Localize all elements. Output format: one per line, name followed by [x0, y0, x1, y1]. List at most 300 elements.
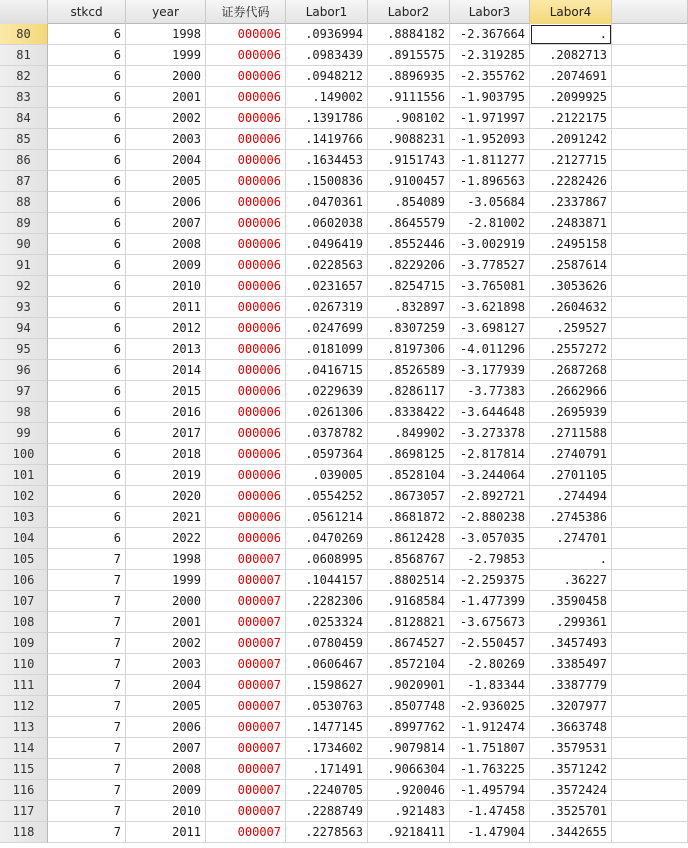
row-number[interactable]: 82 [0, 66, 48, 87]
row-number[interactable]: 95 [0, 339, 48, 360]
empty-cell[interactable] [612, 213, 688, 234]
stkcd-cell[interactable]: 6 [48, 234, 126, 255]
stkcd-cell[interactable]: 6 [48, 318, 126, 339]
security-code-cell[interactable]: 000007 [206, 633, 286, 654]
empty-cell[interactable] [612, 696, 688, 717]
labor1-cell[interactable]: .0181099 [286, 339, 368, 360]
security-code-cell[interactable]: 000006 [206, 108, 286, 129]
year-cell[interactable]: 2013 [126, 339, 206, 360]
security-code-cell[interactable]: 000007 [206, 675, 286, 696]
security-code-cell[interactable]: 000007 [206, 717, 286, 738]
security-code-cell[interactable]: 000006 [206, 507, 286, 528]
labor3-cell[interactable]: -2.79853 [450, 549, 530, 570]
year-cell[interactable]: 2001 [126, 612, 206, 633]
stkcd-cell[interactable]: 7 [48, 696, 126, 717]
labor2-cell[interactable]: .8229206 [368, 255, 450, 276]
empty-cell[interactable] [612, 129, 688, 150]
labor1-cell[interactable]: .0561214 [286, 507, 368, 528]
column-header-labor1[interactable]: Labor1 [286, 0, 368, 24]
year-cell[interactable]: 2011 [126, 297, 206, 318]
labor4-cell[interactable]: .2127715 [530, 150, 612, 171]
row-number[interactable]: 104 [0, 528, 48, 549]
labor3-cell[interactable]: -1.903795 [450, 87, 530, 108]
row-number[interactable]: 88 [0, 192, 48, 213]
empty-cell[interactable] [612, 150, 688, 171]
labor1-cell[interactable]: .0554252 [286, 486, 368, 507]
row-number[interactable]: 108 [0, 612, 48, 633]
empty-cell[interactable] [612, 402, 688, 423]
empty-cell[interactable] [612, 759, 688, 780]
labor3-cell[interactable]: -1.47904 [450, 822, 530, 843]
labor4-cell[interactable]: .259527 [530, 318, 612, 339]
labor3-cell[interactable]: -3.057035 [450, 528, 530, 549]
labor4-cell[interactable]: .274701 [530, 528, 612, 549]
labor1-cell[interactable]: .0267319 [286, 297, 368, 318]
labor4-cell[interactable]: .2282426 [530, 171, 612, 192]
empty-cell[interactable] [612, 822, 688, 843]
labor2-cell[interactable]: .9111556 [368, 87, 450, 108]
row-number[interactable]: 83 [0, 87, 48, 108]
labor4-cell[interactable]: .3457493 [530, 633, 612, 654]
row-number[interactable]: 117 [0, 801, 48, 822]
labor4-cell[interactable]: .36227 [530, 570, 612, 591]
labor1-cell[interactable]: .0597364 [286, 444, 368, 465]
security-code-cell[interactable]: 000007 [206, 780, 286, 801]
labor4-cell[interactable]: .3387779 [530, 675, 612, 696]
stkcd-cell[interactable]: 7 [48, 717, 126, 738]
labor1-cell[interactable]: .0608995 [286, 549, 368, 570]
year-cell[interactable]: 2020 [126, 486, 206, 507]
stkcd-cell[interactable]: 6 [48, 276, 126, 297]
labor2-cell[interactable]: .8896935 [368, 66, 450, 87]
year-cell[interactable]: 2008 [126, 759, 206, 780]
empty-cell[interactable] [612, 108, 688, 129]
labor1-cell[interactable]: .2282306 [286, 591, 368, 612]
empty-cell[interactable] [612, 234, 688, 255]
security-code-cell[interactable]: 000007 [206, 801, 286, 822]
security-code-cell[interactable]: 000006 [206, 360, 286, 381]
security-code-cell[interactable]: 000006 [206, 87, 286, 108]
stkcd-cell[interactable]: 6 [48, 339, 126, 360]
labor1-cell[interactable]: .1734602 [286, 738, 368, 759]
labor4-cell[interactable]: .3663748 [530, 717, 612, 738]
stkcd-cell[interactable]: 7 [48, 570, 126, 591]
stkcd-cell[interactable]: 7 [48, 675, 126, 696]
year-cell[interactable]: 1998 [126, 24, 206, 45]
security-code-cell[interactable]: 000006 [206, 423, 286, 444]
labor2-cell[interactable]: .9079814 [368, 738, 450, 759]
labor4-cell[interactable]: .2701105 [530, 465, 612, 486]
column-header-labor2[interactable]: Labor2 [368, 0, 450, 24]
security-code-cell[interactable]: 000006 [206, 234, 286, 255]
year-cell[interactable]: 2009 [126, 780, 206, 801]
empty-cell[interactable] [612, 738, 688, 759]
labor4-cell[interactable]: .2091242 [530, 129, 612, 150]
column-header-labor3[interactable]: Labor3 [450, 0, 530, 24]
stkcd-cell[interactable]: 6 [48, 255, 126, 276]
labor2-cell[interactable]: .8507748 [368, 696, 450, 717]
year-cell[interactable]: 2006 [126, 192, 206, 213]
row-number[interactable]: 81 [0, 45, 48, 66]
empty-cell[interactable] [612, 570, 688, 591]
security-code-cell[interactable]: 000007 [206, 696, 286, 717]
year-cell[interactable]: 2008 [126, 234, 206, 255]
row-number[interactable]: 84 [0, 108, 48, 129]
labor1-cell[interactable]: .149002 [286, 87, 368, 108]
row-number[interactable]: 98 [0, 402, 48, 423]
labor1-cell[interactable]: .0228563 [286, 255, 368, 276]
empty-cell[interactable] [612, 486, 688, 507]
row-number[interactable]: 85 [0, 129, 48, 150]
row-number[interactable]: 101 [0, 465, 48, 486]
security-code-cell[interactable]: 000007 [206, 570, 286, 591]
year-cell[interactable]: 2011 [126, 822, 206, 843]
labor4-cell[interactable]: .3590458 [530, 591, 612, 612]
labor3-cell[interactable]: -2.80269 [450, 654, 530, 675]
labor2-cell[interactable]: .9168584 [368, 591, 450, 612]
labor3-cell[interactable]: -1.751807 [450, 738, 530, 759]
labor1-cell[interactable]: .039005 [286, 465, 368, 486]
labor2-cell[interactable]: .8568767 [368, 549, 450, 570]
row-number[interactable]: 114 [0, 738, 48, 759]
stkcd-cell[interactable]: 6 [48, 171, 126, 192]
labor2-cell[interactable]: .8673057 [368, 486, 450, 507]
labor2-cell[interactable]: .8307259 [368, 318, 450, 339]
empty-cell[interactable] [612, 423, 688, 444]
labor2-cell[interactable]: .8552446 [368, 234, 450, 255]
row-number[interactable]: 109 [0, 633, 48, 654]
grid-corner[interactable] [0, 0, 48, 24]
labor4-cell[interactable]: .2604632 [530, 297, 612, 318]
labor2-cell[interactable]: .8526589 [368, 360, 450, 381]
year-cell[interactable]: 2005 [126, 696, 206, 717]
security-code-cell[interactable]: 000007 [206, 591, 286, 612]
labor2-cell[interactable]: .8528104 [368, 465, 450, 486]
labor4-cell[interactable]: . [530, 24, 612, 45]
labor1-cell[interactable]: .0496419 [286, 234, 368, 255]
stkcd-cell[interactable]: 7 [48, 759, 126, 780]
stkcd-cell[interactable]: 7 [48, 738, 126, 759]
labor1-cell[interactable]: .0606467 [286, 654, 368, 675]
labor2-cell[interactable]: .8254715 [368, 276, 450, 297]
labor4-cell[interactable]: .2587614 [530, 255, 612, 276]
empty-cell[interactable] [612, 255, 688, 276]
security-code-cell[interactable]: 000006 [206, 213, 286, 234]
year-cell[interactable]: 2007 [126, 738, 206, 759]
security-code-cell[interactable]: 000006 [206, 381, 286, 402]
row-number[interactable]: 90 [0, 234, 48, 255]
labor3-cell[interactable]: -3.002919 [450, 234, 530, 255]
year-cell[interactable]: 2016 [126, 402, 206, 423]
empty-cell[interactable] [612, 276, 688, 297]
security-code-cell[interactable]: 000006 [206, 297, 286, 318]
labor1-cell[interactable]: .1391786 [286, 108, 368, 129]
labor2-cell[interactable]: .8884182 [368, 24, 450, 45]
row-number[interactable]: 105 [0, 549, 48, 570]
stkcd-cell[interactable]: 6 [48, 465, 126, 486]
stkcd-cell[interactable]: 6 [48, 66, 126, 87]
labor4-cell[interactable]: .3571242 [530, 759, 612, 780]
labor2-cell[interactable]: .8802514 [368, 570, 450, 591]
security-code-cell[interactable]: 000007 [206, 822, 286, 843]
labor4-cell[interactable]: .2740791 [530, 444, 612, 465]
labor1-cell[interactable]: .0470361 [286, 192, 368, 213]
stkcd-cell[interactable]: 6 [48, 129, 126, 150]
security-code-cell[interactable]: 000006 [206, 444, 286, 465]
labor1-cell[interactable]: .2278563 [286, 822, 368, 843]
row-number[interactable]: 116 [0, 780, 48, 801]
stkcd-cell[interactable]: 6 [48, 213, 126, 234]
security-code-cell[interactable]: 000007 [206, 549, 286, 570]
labor2-cell[interactable]: .9066304 [368, 759, 450, 780]
labor3-cell[interactable]: -3.621898 [450, 297, 530, 318]
labor1-cell[interactable]: .2240705 [286, 780, 368, 801]
labor4-cell[interactable]: .3053626 [530, 276, 612, 297]
row-number[interactable]: 100 [0, 444, 48, 465]
labor4-cell[interactable]: .2557272 [530, 339, 612, 360]
empty-cell[interactable] [612, 507, 688, 528]
labor1-cell[interactable]: .0936994 [286, 24, 368, 45]
year-cell[interactable]: 2000 [126, 591, 206, 612]
year-cell[interactable]: 2022 [126, 528, 206, 549]
row-number[interactable]: 107 [0, 591, 48, 612]
labor2-cell[interactable]: .8197306 [368, 339, 450, 360]
labor3-cell[interactable]: -1.495794 [450, 780, 530, 801]
stkcd-cell[interactable]: 6 [48, 444, 126, 465]
row-number[interactable]: 97 [0, 381, 48, 402]
stkcd-cell[interactable]: 6 [48, 507, 126, 528]
labor3-cell[interactable]: -2.880238 [450, 507, 530, 528]
labor4-cell[interactable]: .2082713 [530, 45, 612, 66]
labor4-cell[interactable]: .2711588 [530, 423, 612, 444]
column-header-year[interactable]: year [126, 0, 206, 24]
stkcd-cell[interactable]: 6 [48, 423, 126, 444]
empty-cell[interactable] [612, 339, 688, 360]
labor2-cell[interactable]: .8128821 [368, 612, 450, 633]
year-cell[interactable]: 2017 [126, 423, 206, 444]
labor2-cell[interactable]: .9218411 [368, 822, 450, 843]
row-number[interactable]: 93 [0, 297, 48, 318]
row-number[interactable]: 94 [0, 318, 48, 339]
year-cell[interactable]: 2021 [126, 507, 206, 528]
labor3-cell[interactable]: -2.892721 [450, 486, 530, 507]
stkcd-cell[interactable]: 7 [48, 654, 126, 675]
row-number[interactable]: 110 [0, 654, 48, 675]
labor2-cell[interactable]: .8681872 [368, 507, 450, 528]
labor1-cell[interactable]: .1500836 [286, 171, 368, 192]
stkcd-cell[interactable]: 6 [48, 24, 126, 45]
labor2-cell[interactable]: .921483 [368, 801, 450, 822]
security-code-cell[interactable]: 000006 [206, 255, 286, 276]
labor1-cell[interactable]: .0247699 [286, 318, 368, 339]
labor2-cell[interactable]: .8612428 [368, 528, 450, 549]
year-cell[interactable]: 2003 [126, 654, 206, 675]
labor3-cell[interactable]: -3.244064 [450, 465, 530, 486]
security-code-cell[interactable]: 000007 [206, 738, 286, 759]
year-cell[interactable]: 2010 [126, 276, 206, 297]
year-cell[interactable]: 2019 [126, 465, 206, 486]
labor4-cell[interactable]: .3207977 [530, 696, 612, 717]
labor2-cell[interactable]: .8645579 [368, 213, 450, 234]
labor1-cell[interactable]: .171491 [286, 759, 368, 780]
empty-cell[interactable] [612, 633, 688, 654]
labor4-cell[interactable]: .2495158 [530, 234, 612, 255]
labor4-cell[interactable]: .3442655 [530, 822, 612, 843]
labor2-cell[interactable]: .832897 [368, 297, 450, 318]
labor1-cell[interactable]: .0470269 [286, 528, 368, 549]
labor4-cell[interactable]: .3525701 [530, 801, 612, 822]
empty-cell[interactable] [612, 66, 688, 87]
labor3-cell[interactable]: -3.765081 [450, 276, 530, 297]
labor4-cell[interactable]: .2662966 [530, 381, 612, 402]
labor1-cell[interactable]: .2288749 [286, 801, 368, 822]
year-cell[interactable]: 2006 [126, 717, 206, 738]
labor1-cell[interactable]: .1598627 [286, 675, 368, 696]
labor4-cell[interactable]: .3385497 [530, 654, 612, 675]
empty-cell[interactable] [612, 612, 688, 633]
security-code-cell[interactable]: 000007 [206, 654, 286, 675]
labor1-cell[interactable]: .0416715 [286, 360, 368, 381]
labor3-cell[interactable]: -1.811277 [450, 150, 530, 171]
year-cell[interactable]: 1998 [126, 549, 206, 570]
security-code-cell[interactable]: 000006 [206, 339, 286, 360]
labor2-cell[interactable]: .9088231 [368, 129, 450, 150]
labor4-cell[interactable]: . [530, 549, 612, 570]
security-code-cell[interactable]: 000006 [206, 318, 286, 339]
labor4-cell[interactable]: .2099925 [530, 87, 612, 108]
labor3-cell[interactable]: -3.177939 [450, 360, 530, 381]
row-number[interactable]: 80 [0, 24, 48, 45]
row-number[interactable]: 86 [0, 150, 48, 171]
empty-cell[interactable] [612, 654, 688, 675]
labor2-cell[interactable]: .8338422 [368, 402, 450, 423]
year-cell[interactable]: 2003 [126, 129, 206, 150]
year-cell[interactable]: 2004 [126, 675, 206, 696]
stkcd-cell[interactable]: 6 [48, 528, 126, 549]
row-number[interactable]: 103 [0, 507, 48, 528]
labor3-cell[interactable]: -2.550457 [450, 633, 530, 654]
row-number[interactable]: 87 [0, 171, 48, 192]
year-cell[interactable]: 2002 [126, 108, 206, 129]
stkcd-cell[interactable]: 6 [48, 192, 126, 213]
stkcd-cell[interactable]: 6 [48, 360, 126, 381]
labor1-cell[interactable]: .0261306 [286, 402, 368, 423]
labor1-cell[interactable]: .0253324 [286, 612, 368, 633]
labor4-cell[interactable]: .2337867 [530, 192, 612, 213]
stkcd-cell[interactable]: 7 [48, 612, 126, 633]
stkcd-cell[interactable]: 6 [48, 108, 126, 129]
labor1-cell[interactable]: .0948212 [286, 66, 368, 87]
year-cell[interactable]: 2012 [126, 318, 206, 339]
column-header-empty[interactable] [612, 0, 688, 24]
labor3-cell[interactable]: -1.83344 [450, 675, 530, 696]
empty-cell[interactable] [612, 297, 688, 318]
labor3-cell[interactable]: -1.912474 [450, 717, 530, 738]
empty-cell[interactable] [612, 171, 688, 192]
labor4-cell[interactable]: .3572424 [530, 780, 612, 801]
labor1-cell[interactable]: .0983439 [286, 45, 368, 66]
row-number[interactable]: 102 [0, 486, 48, 507]
year-cell[interactable]: 1999 [126, 45, 206, 66]
labor2-cell[interactable]: .8572104 [368, 654, 450, 675]
empty-cell[interactable] [612, 381, 688, 402]
labor2-cell[interactable]: .8997762 [368, 717, 450, 738]
stkcd-cell[interactable]: 7 [48, 822, 126, 843]
stkcd-cell[interactable]: 6 [48, 87, 126, 108]
labor1-cell[interactable]: .1419766 [286, 129, 368, 150]
labor2-cell[interactable]: .8286117 [368, 381, 450, 402]
labor3-cell[interactable]: -2.319285 [450, 45, 530, 66]
labor1-cell[interactable]: .0530763 [286, 696, 368, 717]
year-cell[interactable]: 2009 [126, 255, 206, 276]
labor1-cell[interactable]: .1044157 [286, 570, 368, 591]
empty-cell[interactable] [612, 318, 688, 339]
row-number[interactable]: 91 [0, 255, 48, 276]
labor2-cell[interactable]: .9151743 [368, 150, 450, 171]
empty-cell[interactable] [612, 675, 688, 696]
labor2-cell[interactable]: .920046 [368, 780, 450, 801]
year-cell[interactable]: 2002 [126, 633, 206, 654]
year-cell[interactable]: 2007 [126, 213, 206, 234]
year-cell[interactable]: 2005 [126, 171, 206, 192]
stkcd-cell[interactable]: 6 [48, 150, 126, 171]
labor3-cell[interactable]: -1.763225 [450, 759, 530, 780]
row-number[interactable]: 96 [0, 360, 48, 381]
row-number[interactable]: 99 [0, 423, 48, 444]
stkcd-cell[interactable]: 7 [48, 801, 126, 822]
labor4-cell[interactable]: .299361 [530, 612, 612, 633]
labor3-cell[interactable]: -3.675673 [450, 612, 530, 633]
labor3-cell[interactable]: -2.936025 [450, 696, 530, 717]
stkcd-cell[interactable]: 7 [48, 633, 126, 654]
stkcd-cell[interactable]: 7 [48, 549, 126, 570]
security-code-cell[interactable]: 000007 [206, 759, 286, 780]
security-code-cell[interactable]: 000006 [206, 192, 286, 213]
empty-cell[interactable] [612, 717, 688, 738]
empty-cell[interactable] [612, 444, 688, 465]
labor3-cell[interactable]: -4.011296 [450, 339, 530, 360]
security-code-cell[interactable]: 000006 [206, 402, 286, 423]
empty-cell[interactable] [612, 24, 688, 45]
labor2-cell[interactable]: .849902 [368, 423, 450, 444]
security-code-cell[interactable]: 000006 [206, 45, 286, 66]
labor3-cell[interactable]: -2.259375 [450, 570, 530, 591]
row-number[interactable]: 106 [0, 570, 48, 591]
labor4-cell[interactable]: .2122175 [530, 108, 612, 129]
stkcd-cell[interactable]: 6 [48, 402, 126, 423]
empty-cell[interactable] [612, 801, 688, 822]
column-header-stkcd[interactable]: stkcd [48, 0, 126, 24]
labor4-cell[interactable]: .2695939 [530, 402, 612, 423]
labor1-cell[interactable]: .0602038 [286, 213, 368, 234]
labor3-cell[interactable]: -1.47458 [450, 801, 530, 822]
labor4-cell[interactable]: .2687268 [530, 360, 612, 381]
empty-cell[interactable] [612, 465, 688, 486]
labor3-cell[interactable]: -3.273378 [450, 423, 530, 444]
year-cell[interactable]: 2014 [126, 360, 206, 381]
labor2-cell[interactable]: .908102 [368, 108, 450, 129]
labor4-cell[interactable]: .3579531 [530, 738, 612, 759]
labor3-cell[interactable]: -2.367664 [450, 24, 530, 45]
labor3-cell[interactable]: -3.05684 [450, 192, 530, 213]
row-number[interactable]: 113 [0, 717, 48, 738]
labor3-cell[interactable]: -2.817814 [450, 444, 530, 465]
row-number[interactable]: 89 [0, 213, 48, 234]
labor2-cell[interactable]: .8674527 [368, 633, 450, 654]
row-number[interactable]: 92 [0, 276, 48, 297]
labor1-cell[interactable]: .0229639 [286, 381, 368, 402]
security-code-cell[interactable]: 000006 [206, 171, 286, 192]
